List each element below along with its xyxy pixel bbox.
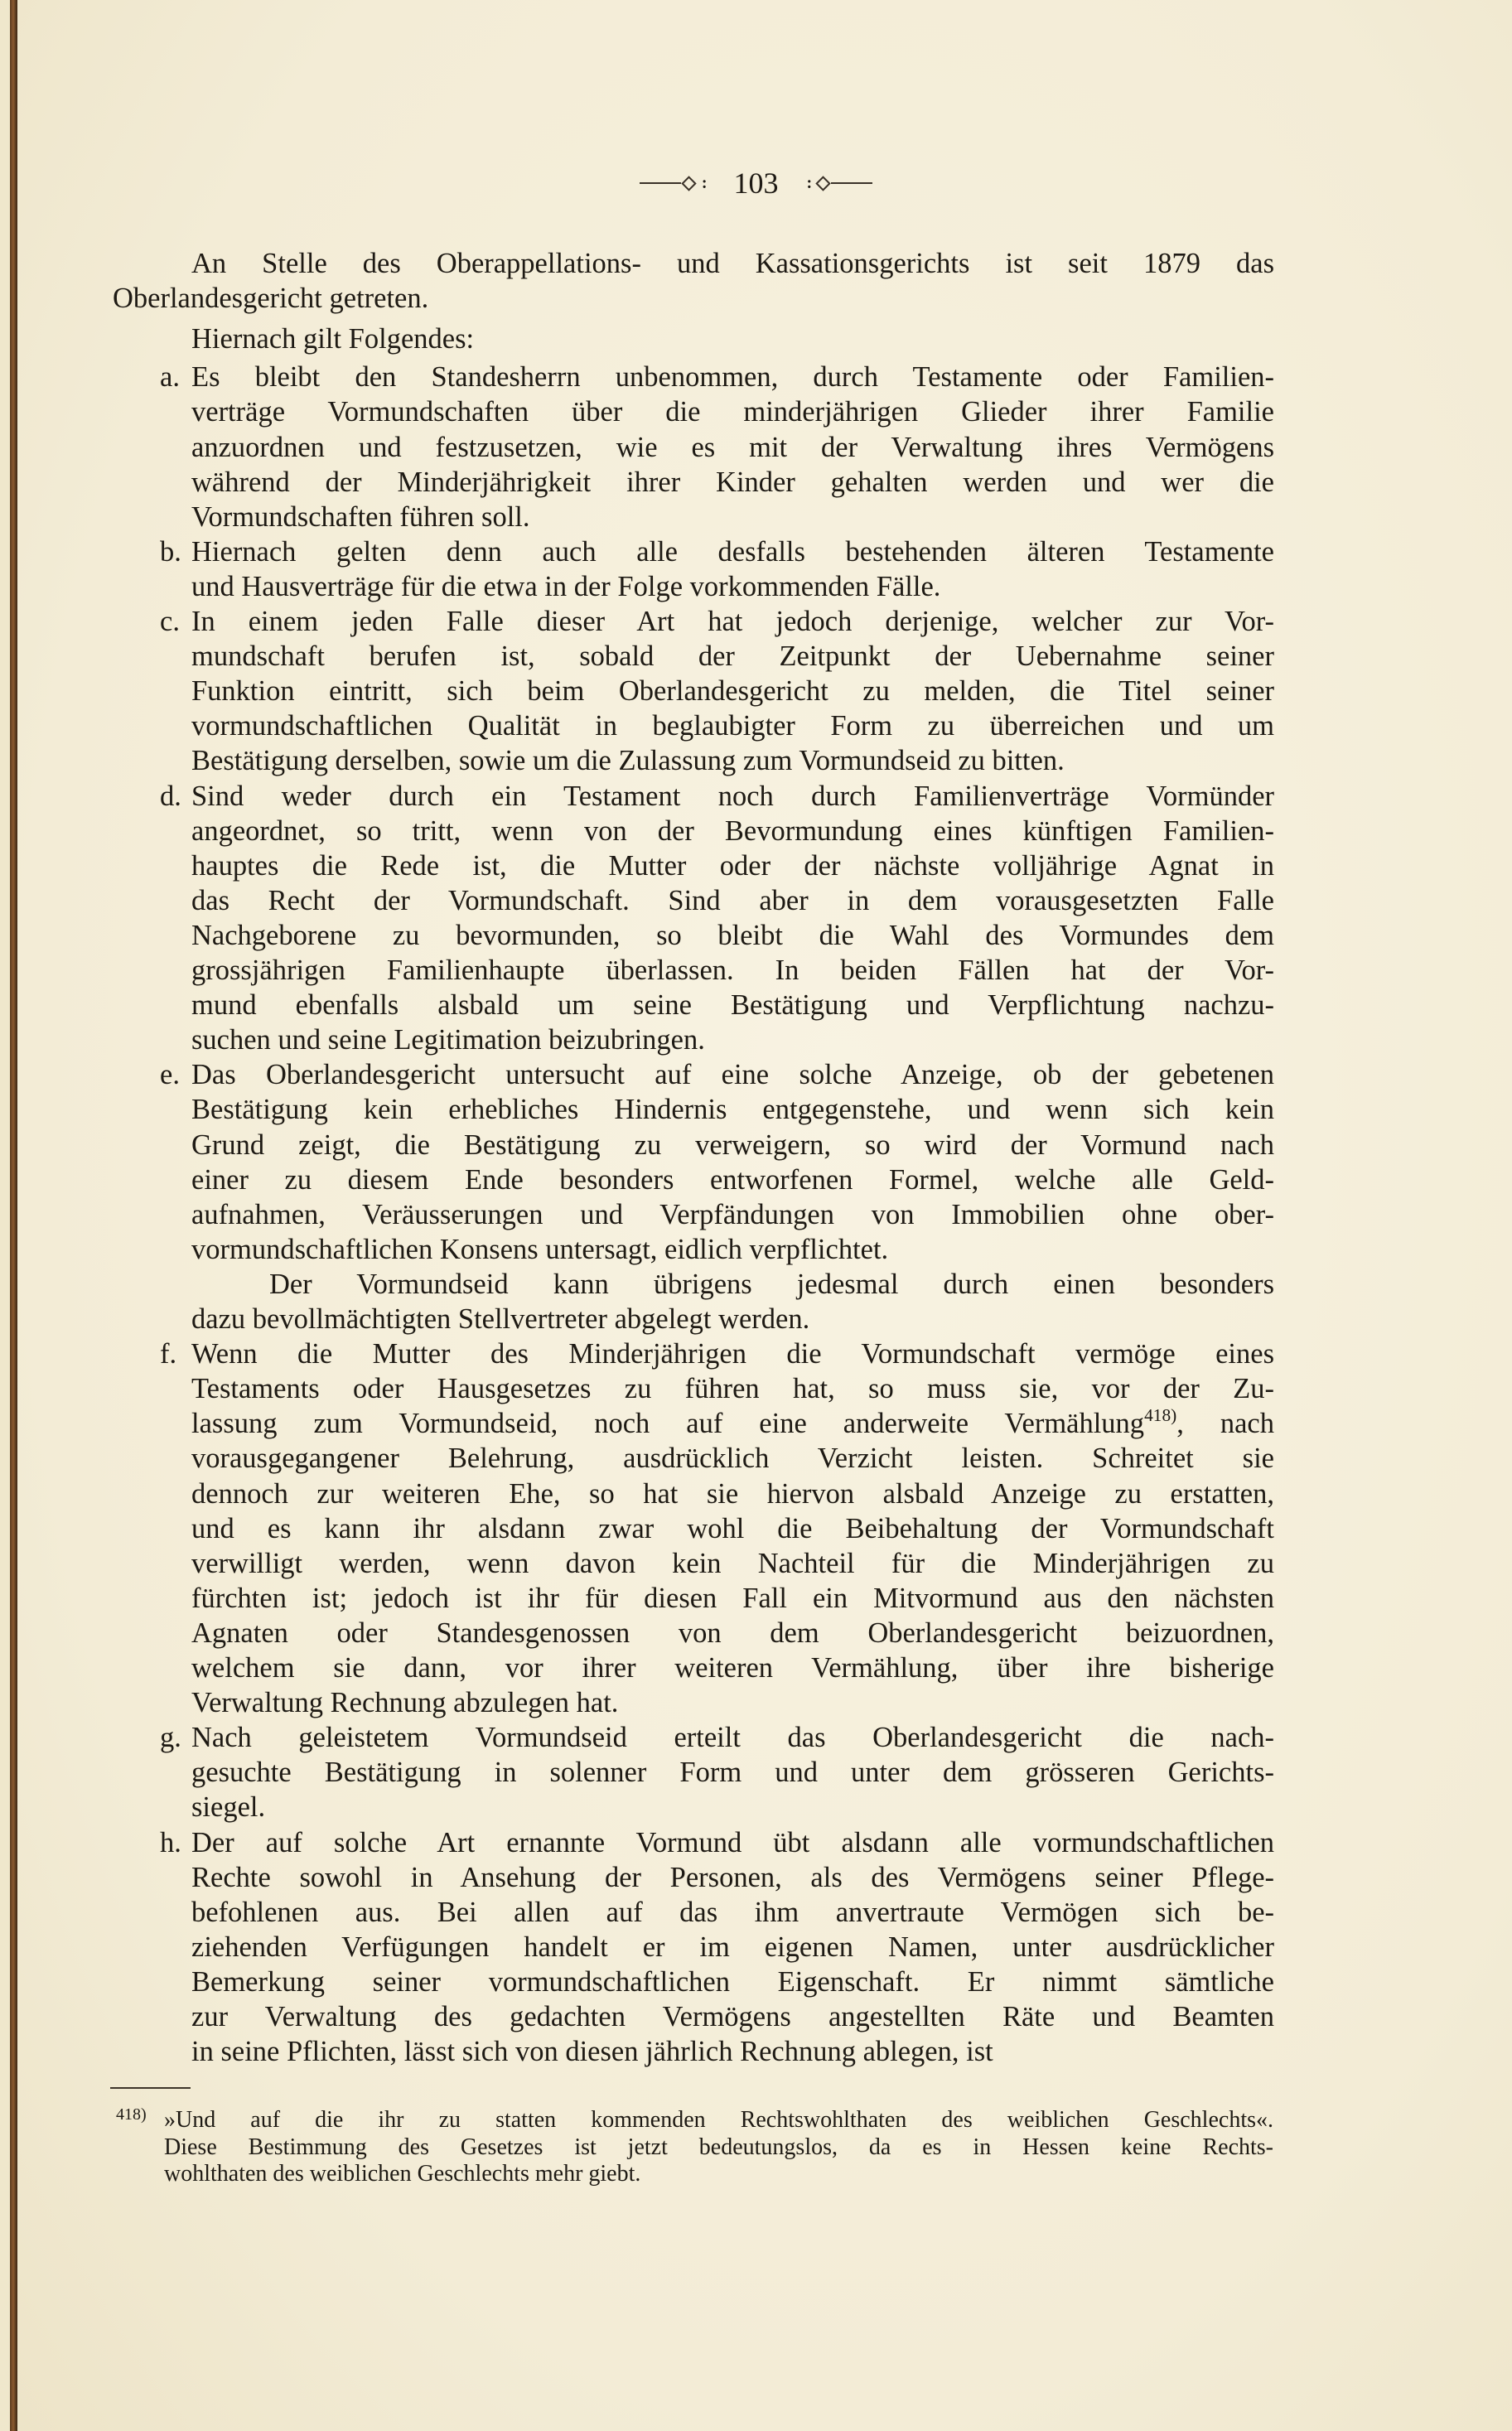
list-item-line: vormundschaftlichen Qualität in beglaubigter Form zu überreichen und um (191, 710, 1274, 742)
footnote-separator (110, 2087, 191, 2089)
list-item-label: b. (160, 535, 181, 568)
list-item-line: vorausgegangener Belehrung, ausdrücklich Verzicht leisten. Schreitet sie (191, 1443, 1274, 1475)
list-item-line: In einem jeden Falle dieser Art hat jedoch derjenige, welcher zur Vor- (191, 606, 1274, 637)
list-item-line: mund ebenfalls alsbald um seine Bestätigung und Verpflichtung nachzu- (191, 989, 1274, 1022)
list-item-line: Bestätigung derselben, sowie um die Zulassung zum Vormundseid zu bitten. (191, 745, 1065, 777)
list-item-line: Rechte sowohl in Ansehung der Personen, als des Vermögens seiner Pflege- (191, 1861, 1274, 1893)
page-header (0, 166, 1512, 201)
list-item-line: Grund zeigt, die Bestätigung zu verweigern, so wird der Vormund nach (191, 1129, 1274, 1161)
list-item-line: verträge Vormundschaften über die minderjährigen Glieder ihrer Familie (191, 396, 1274, 428)
list-item-line: Testaments oder Hausgesetzes zu führen hat, so muss sie, vor der Zu- (191, 1373, 1274, 1405)
footnote-number: 418) (116, 2105, 147, 2124)
list-item-line: grossjährigen Familienhaupte überlassen. In beiden Fällen hat der Vor- (191, 955, 1274, 986)
list-item-label: g. (160, 1722, 181, 1754)
list-item-line: das Recht der Vormundschaft. Sind aber in dem vorausgesetzten Falle (191, 884, 1274, 916)
lead-sentence: Hiernach gilt Folgendes: (191, 323, 475, 355)
list-item-label: d. (160, 780, 181, 812)
list-item-line: zur Verwaltung des gedachten Vermögens angestellten Räte und Beamten (191, 2001, 1274, 2032)
list-item-line: Der auf solche Art ernannte Vormund übt alsdann alle vormundschaftlichen (191, 1826, 1274, 1858)
list-item-line: Wenn die Mutter des Minderjährigen die Vormundschaft vermöge eines (191, 1338, 1274, 1370)
list-item-line: vormundschaftlichen Konsens untersagt, eidlich verpflichtet. (191, 1233, 889, 1265)
page-number: 103 (733, 167, 779, 200)
list-item-line: einer zu diesem Ende besonders entworfenen Formel, welche alle Geld- (191, 1163, 1274, 1196)
list-item-line: hauptes die Rede ist, die Mutter oder der nächste volljährige Agnat in (191, 849, 1274, 882)
list-item-line: aufnahmen, Veräusserungen und Verpfändungen von Immobilien ohne ober- (191, 1198, 1274, 1230)
list-item-line: und Hausverträge für die etwa in der Folge vorkommenden Fälle. (191, 570, 941, 602)
list-item-label: h. (160, 1826, 181, 1858)
list-item-line: und es kann ihr alsdann zwar wohl die Beibehaltung der Vormundschaft (191, 1512, 1274, 1544)
page-margin (0, 0, 10, 2431)
footnote-line: »Und auf die ihr zu statten kommenden Rechtswohlthaten des weiblichen Geschlechts«. (164, 2107, 1273, 2133)
list-item-line: siegel. (191, 1791, 266, 1824)
list-item-line: welchem sie dann, vor ihrer weiteren Vermählung, über ihre bisherige (191, 1652, 1274, 1684)
intro-line: An Stelle des Oberappellations- und Kassationsgerichts ist seit 1879 das (191, 248, 1274, 279)
list-item-line: angeordnet, so tritt, wenn von der Bevormundung eines künftigen Familien- (191, 814, 1274, 847)
list-item-label: e. (160, 1059, 180, 1091)
footnote-line: Diese Bestimmung des Gesetzes ist jetzt bedeutungslos, da es in Hessen keine Rechts- (164, 2134, 1273, 2160)
list-item-line: Verwaltung Rechnung abzulegen hat. (191, 1687, 619, 1719)
list-item-line: verwilligt werden, wenn davon kein Nachteil für die Minderjährigen zu (191, 1547, 1274, 1579)
list-item-line: Bestätigung kein erhebliches Hindernis entgegenstehe, und wenn sich kein (191, 1094, 1274, 1126)
list-item-line: Sind weder durch ein Testament noch durch Familienverträge Vormünder (191, 780, 1274, 812)
footnote-line: wohlthaten des weiblichen Geschlechts mehr giebt. (164, 2161, 641, 2187)
list-item-line-text: , nach (1176, 1408, 1274, 1440)
list-item-line (191, 1406, 1274, 1441)
list-item-label: c. (160, 606, 180, 637)
diamond-ornament-icon (681, 176, 696, 191)
list-item-line: ziehenden Verfügungen handelt er im eigenen Namen, unter ausdrücklicher (191, 1931, 1274, 1963)
list-item-line: Funktion eintritt, sich beim Oberlandesgericht zu melden, die Titel seiner (191, 675, 1274, 708)
list-item-line: fürchten ist; jedoch ist ihr für diesen Fall ein Mitvormund aus den nächsten (191, 1582, 1274, 1614)
book-spine-edge (10, 0, 17, 2431)
header-ornament-right (802, 174, 873, 193)
ornament-rule (831, 182, 872, 184)
list-item-line: Nach geleistetem Vormundseid erteilt das Oberlandesgericht die nach- (191, 1722, 1274, 1754)
list-item-line: suchen und seine Legitimation beizubringen. (191, 1024, 705, 1056)
list-item-line: Nachgeborene zu bevormunden, so bleibt die Wahl des Vormundes dem (191, 919, 1274, 951)
list-item-label: a. (160, 361, 180, 394)
list-item-line-text: lassung zum Vormundseid, noch auf eine anderweite Vermählung (191, 1408, 1145, 1440)
list-item-line: Agnaten oder Standesgenossen von dem Oberlandesgericht beizuordnen, (191, 1617, 1274, 1649)
header-ornament-left (640, 174, 711, 193)
ornament-rule (640, 182, 681, 184)
list-item-line: in seine Pflichten, lässt sich von diesen jährlich Rechnung ablegen, ist (191, 2036, 993, 2068)
list-item-line: dennoch zur weiteren Ehe, so hat sie hiervon alsbald Anzeige zu erstatten, (191, 1477, 1274, 1510)
list-item-line: Bemerkung seiner vormundschaftlichen Eigenschaft. Er nimmt sämtliche (191, 1965, 1274, 1998)
list-item-line: Hiernach gelten denn auch alle desfalls bestehenden älteren Testamente (191, 535, 1274, 568)
colon-ornament-icon: : (806, 173, 811, 192)
list-item-line: Das Oberlandesgericht untersucht auf eine solche Anzeige, ob der gebetenen (191, 1059, 1274, 1091)
diamond-ornament-icon (815, 176, 830, 191)
list-item-line: Es bleibt den Standesherrn unbenommen, durch Testamente oder Familien- (191, 361, 1274, 394)
list-item-line: befohlenen aus. Bei allen auf das ihm anvertraute Vermögen sich be- (191, 1896, 1274, 1928)
list-item-line: gesuchte Bestätigung in solenner Form und unter dem grösseren Gerichts- (191, 1757, 1274, 1789)
colon-ornament-icon: : (701, 173, 706, 192)
intro-line: Oberlandesgericht getreten. (113, 283, 429, 315)
continuation-line: Der Vormundseid kann übrigens jedesmal durch einen besonders (269, 1268, 1274, 1300)
list-item-line: anzuordnen und festzusetzen, wie es mit der Verwaltung ihres Vermögens (191, 431, 1274, 463)
footnote-reference[interactable]: 418) (1144, 1405, 1177, 1426)
list-item-line: während der Minderjährigkeit ihrer Kinder gehalten werden und wer die (191, 466, 1274, 498)
list-item-line: mundschaft berufen ist, sobald der Zeitpunkt der Uebernahme seiner (191, 640, 1274, 673)
continuation-line: dazu bevollmächtigten Stellvertreter abgelegt werden. (191, 1303, 810, 1335)
list-item-line: Vormundschaften führen soll. (191, 500, 530, 533)
list-item-label: f. (160, 1338, 177, 1370)
